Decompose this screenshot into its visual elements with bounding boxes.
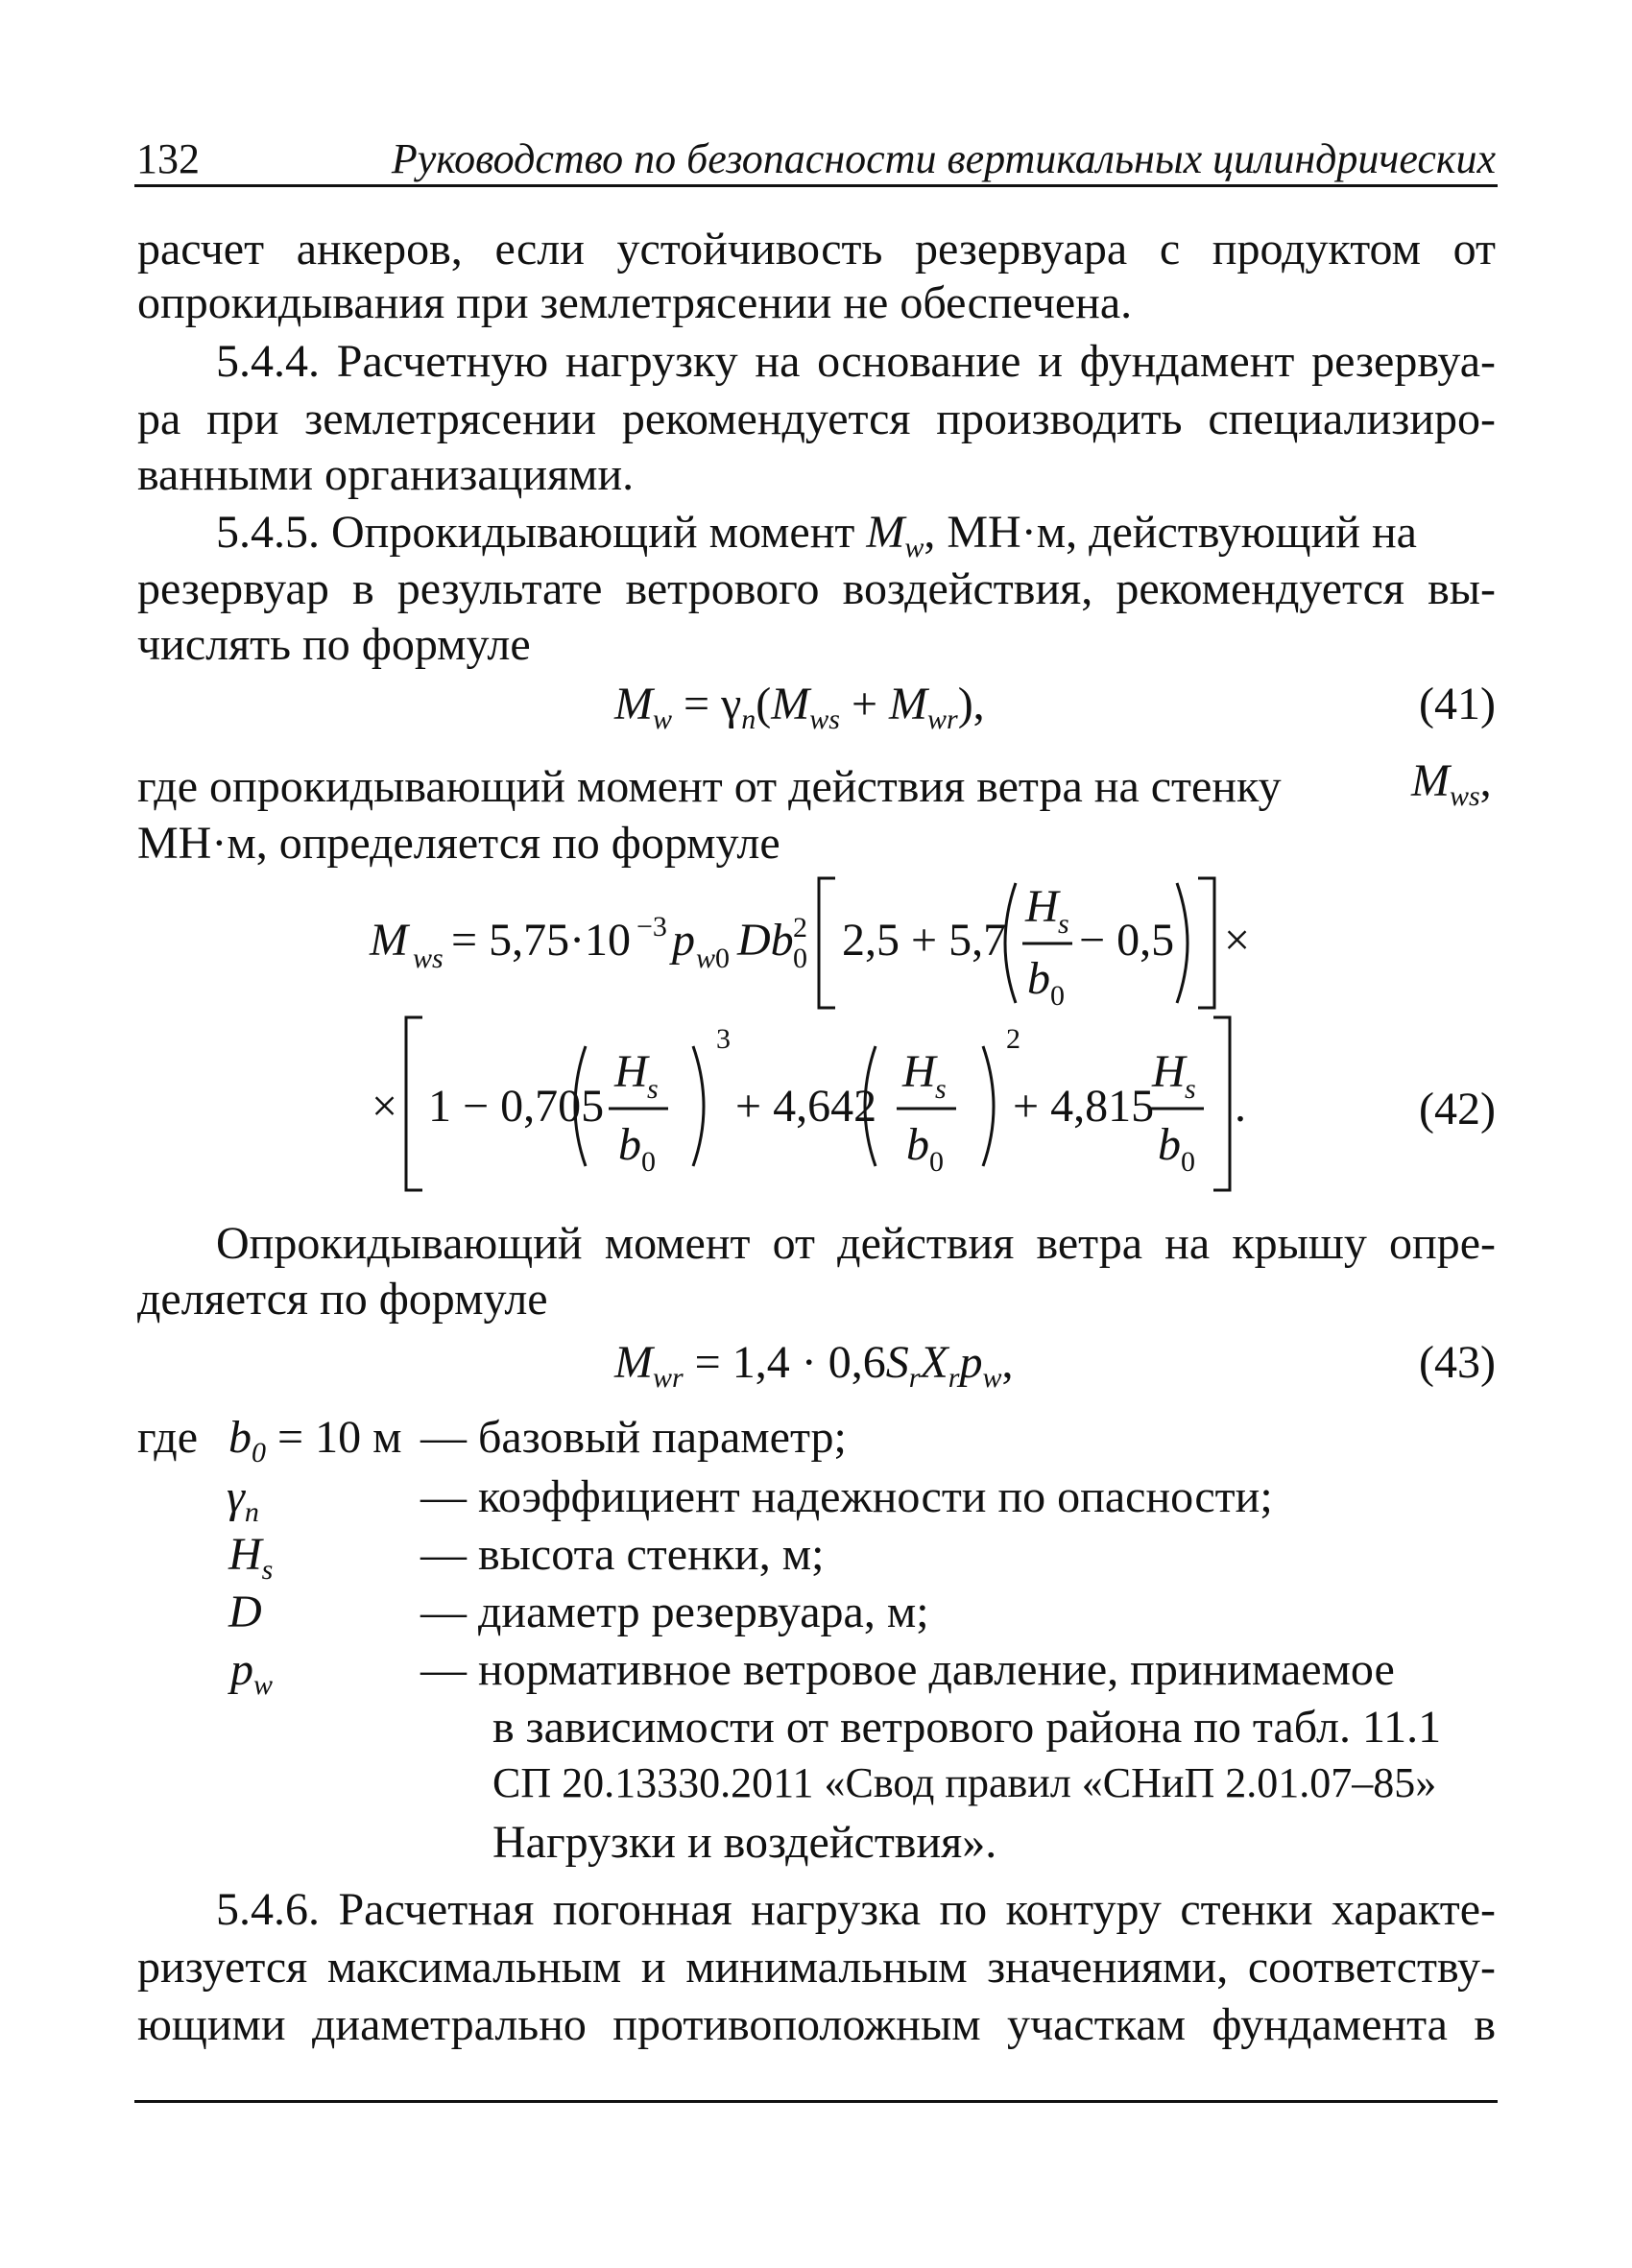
svg-text:− 0,5: − 0,5: [1079, 915, 1175, 966]
svg-text:H: H: [1152, 1046, 1186, 1097]
svg-text:+ 4,815: + 4,815: [1013, 1081, 1155, 1132]
svg-text:1 − 0,705: 1 − 0,705: [428, 1081, 605, 1132]
svg-text:Db: Db: [737, 915, 794, 966]
symbol-Mws: $M_{ws}$,: [1411, 755, 1492, 812]
svg-text:b: b: [1027, 953, 1050, 1004]
svg-text:ws: ws: [413, 943, 444, 974]
legend-desc: — нормативное ветровое давление, принимаемое: [420, 1644, 1395, 1695]
svg-text:.: .: [1235, 1081, 1246, 1132]
svg-text:0: 0: [1050, 980, 1065, 1012]
svg-text:2,5 + 5,7: 2,5 + 5,7: [842, 915, 1007, 966]
svg-text:b: b: [1158, 1119, 1181, 1170]
text-line: числять по формуле: [137, 619, 531, 670]
text-line: 5.4.6. Расчетная погонная нагрузка по контуру стенки характе-: [216, 1884, 1496, 1935]
svg-text:0: 0: [929, 1146, 944, 1178]
svg-text:2: 2: [793, 912, 807, 943]
svg-text:0: 0: [793, 943, 807, 974]
legend-where: где: [137, 1412, 199, 1463]
svg-text:H: H: [1025, 881, 1059, 932]
text-line: ризуется максимальным и минимальным значениями, соответству-: [137, 1942, 1496, 1993]
footer-rule: [134, 2100, 1498, 2103]
svg-text:0: 0: [715, 943, 730, 974]
text-line: 5.4.4. Расчетную нагрузку на основание и фундамент резервуа-: [216, 336, 1496, 387]
svg-text:−3: −3: [636, 911, 667, 943]
svg-text:2: 2: [1006, 1023, 1020, 1055]
svg-text:w: w: [696, 943, 716, 974]
svg-text:+ 4,642: + 4,642: [735, 1081, 877, 1132]
text-line: расчет анкеров, если устойчивость резервуара с продуктом от: [137, 224, 1496, 275]
text-line: опрокидывания при землетрясении не обеспечена.: [137, 277, 1133, 328]
svg-text:M: M: [370, 915, 408, 966]
legend-desc-cont: в зависимости от ветрового района по табл. 11.1: [492, 1702, 1442, 1753]
svg-text:= 5,75·10: = 5,75·10: [451, 915, 632, 966]
text-line: ванными организациями.: [137, 449, 635, 500]
text-line: резервуар в результате ветрового воздействия, рекомендуется вы-: [137, 563, 1496, 614]
svg-text:s: s: [1058, 908, 1069, 940]
svg-text:×: ×: [372, 1081, 398, 1132]
equation-number: (42): [1419, 1084, 1496, 1134]
equation-number: (43): [1419, 1337, 1496, 1388]
text-line: где опрокидывающий момент от действия ветра на стенку: [137, 761, 1282, 812]
svg-text:s: s: [1185, 1073, 1196, 1105]
text-line: МН·м, определяется по формуле: [137, 818, 780, 869]
legend-symbol-gamma: $\gamma_n$: [227, 1471, 259, 1528]
svg-text:p: p: [672, 915, 695, 966]
text-span: , МН·м, действующий на: [924, 507, 1417, 558]
svg-text:0: 0: [1181, 1146, 1195, 1178]
svg-text:H: H: [902, 1046, 936, 1097]
svg-text:s: s: [935, 1073, 947, 1105]
svg-text:s: s: [647, 1073, 659, 1105]
text-line: деляется по формуле: [137, 1274, 548, 1325]
legend-symbol-D: D: [228, 1587, 262, 1637]
equation-number: (41): [1419, 679, 1496, 729]
legend-b0-value: = 10 м: [277, 1412, 402, 1463]
running-title: Руководство по безопасности вертикальных цилиндрических: [391, 135, 1496, 182]
legend-desc-cont: Нагрузки и воздействия».: [492, 1817, 997, 1868]
legend-desc-cont: СП 20.13330.2011 «Свод правил «СНиП 2.01.07–85»: [492, 1759, 1437, 1806]
legend-symbol-b0: $b_0 = 10$ м: [228, 1412, 402, 1468]
text-line: 5.4.5. Опрокидывающий момент $M_w$, МН·м, действующий на: [216, 507, 1417, 563]
svg-text:×: ×: [1224, 915, 1251, 966]
formula-43: $M_{wr} = 1,4 \cdot 0,6S_rX_rp_w$,: [614, 1337, 1014, 1394]
svg-text:b: b: [618, 1119, 641, 1170]
legend-desc: — диаметр резервуара, м;: [420, 1587, 929, 1637]
legend-desc: — коэффициент надежности по опасности;: [420, 1471, 1273, 1522]
formula-41: $M_w = \gamma_n(M_{ws} + M_{wr})$,: [614, 679, 985, 735]
text-line: ющими диаметрально противоположным участкам фундамента в: [137, 1999, 1496, 2050]
page-number: 132: [136, 135, 200, 182]
text-line: ра при землетрясении рекомендуется производить специализиро-: [137, 394, 1496, 444]
text-line: Опрокидывающий момент от действия ветра на крышу опре-: [216, 1218, 1496, 1269]
svg-text:H: H: [614, 1046, 648, 1097]
svg-text:b: b: [906, 1119, 929, 1170]
text-span: 5.4.5. Опрокидывающий момент: [216, 507, 867, 558]
legend-symbol-Hs: $H_s$: [228, 1529, 274, 1586]
legend-desc: — базовый параметр;: [420, 1412, 847, 1463]
legend-symbol-pw: $p_w$: [230, 1644, 274, 1701]
svg-text:0: 0: [641, 1146, 656, 1178]
svg-text:3: 3: [716, 1023, 731, 1055]
legend-desc: — высота стенки, м;: [420, 1529, 825, 1580]
